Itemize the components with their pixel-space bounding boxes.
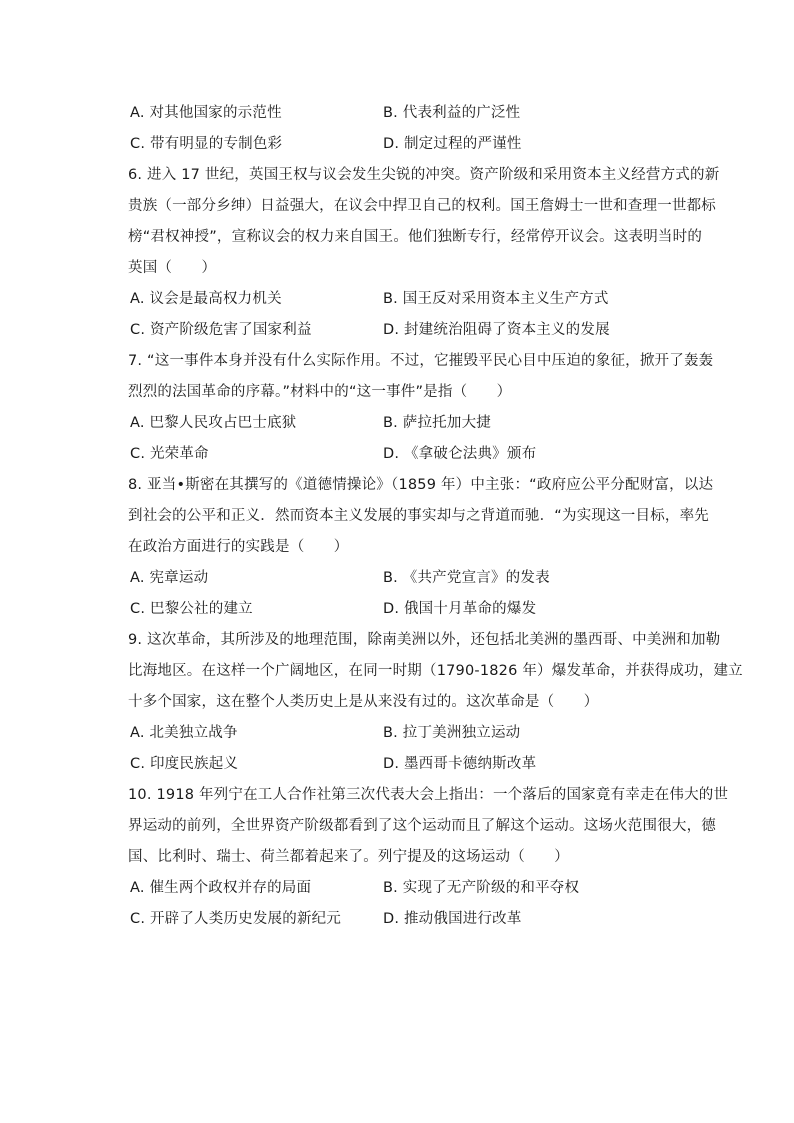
option-row [128, 315, 694, 346]
option-right: D. 制定过程的严谨性 [383, 136, 522, 152]
question-text-line: 在政治方面进行的实践是（ ） [128, 539, 349, 555]
option-right: B. 代表利益的广泛性 [383, 105, 521, 121]
option-row [128, 718, 694, 749]
question-text-line: 比海地区。在这样一个广阔地区，在同一时期（1790-1826 年）爆发革命，并获得成功，建立 [128, 663, 743, 679]
question-text-line: 贵族（一部分乡绅）日益强大，在议会中捍卫自己的权利。国王詹姆士一世和查理一世都标 [128, 198, 716, 214]
option-left: C. 印度民族起义 [130, 756, 239, 772]
option-left: A. 宪章运动 [130, 570, 209, 586]
option-left: C. 开辟了人类历史发展的新纪元 [130, 911, 342, 927]
option-row [128, 129, 694, 160]
option-right: D. 推动俄国进行改革 [383, 911, 522, 927]
option-row [128, 594, 694, 625]
option-left: C. 带有明显的专制色彩 [130, 136, 283, 152]
option-row [128, 904, 694, 935]
option-right: D. 俄国十月革命的爆发 [383, 601, 537, 617]
option-row [128, 873, 694, 904]
option-left: A. 对其他国家的示范性 [130, 105, 282, 121]
option-right: B. 萨拉托加大捷 [383, 415, 491, 431]
question-text-line: 英国（ ） [128, 260, 217, 276]
option-right: B. 《共产党宣言》的发表 [383, 570, 550, 586]
option-left: A. 北美独立战争 [130, 725, 238, 741]
question-text-line: 榜“君权神授”，宣称议会的权力来自国王。他们独断专行，经常停开议会。这表明当时的 [128, 229, 703, 245]
question-text-line: 国、比利时、瑞士、荷兰都着起来了。列宁提及的这场运动（ ） [128, 849, 569, 865]
option-right: B. 拉丁美洲独立运动 [383, 725, 521, 741]
question-text-line: 8. 亚当•斯密在其撰写的《道德情操论》（1859 年）中主张：“政府应公平分配财富，以达 [128, 477, 714, 493]
option-row [128, 749, 694, 780]
option-row [128, 284, 694, 315]
question-text-line: 到社会的公平和正义．然而资本主义发展的事实却与之背道而驰．“为实现这一目标，率先 [128, 508, 710, 524]
question-text-line: 十多个国家，这在整个人类历史上是从来没有过的。这次革命是（ ） [128, 694, 599, 710]
option-left: C. 资产阶级危害了国家利益 [130, 322, 312, 338]
question-content [128, 98, 743, 935]
option-right: B. 实现了无产阶级的和平夺权 [383, 880, 580, 896]
question-text-line: 烈烈的法国革命的序幕。”材料中的“这一事件”是指（ ） [128, 384, 512, 400]
question-text-line: 9. 这次革命，其所涉及的地理范围，除南美洲以外，还包括北美洲的墨西哥、中美洲和加勒 [128, 632, 721, 648]
question-text-line: 7. “这一事件本身并没有什么实际作用。不过，它摧毁平民心目中压迫的象征，掀开了轰轰 [128, 353, 714, 369]
option-left: A. 催生两个政权并存的局面 [130, 880, 312, 896]
option-row [128, 408, 694, 439]
option-left: C. 巴黎公社的建立 [130, 601, 253, 617]
option-right: D. 《拿破仑法典》颁布 [383, 446, 537, 462]
option-row [128, 439, 694, 470]
option-row [128, 563, 694, 594]
option-left: A. 议会是最高权力机关 [130, 291, 282, 307]
option-left: C. 光荣革命 [130, 446, 209, 462]
option-right: D. 封建统治阻碍了资本主义的发展 [383, 322, 610, 338]
option-right: B. 国王反对采用资本主义生产方式 [383, 291, 609, 307]
question-text-line: 6. 进入 17 世纪，英国王权与议会发生尖锐的冲突。资产阶级和采用资本主义经营方式的新 [128, 167, 720, 183]
question-text-line: 界运动的前列，全世界资产阶级都看到了这个运动而且了解这个运动。这场火范围很大，德 [128, 818, 716, 834]
question-text-line: 10. 1918 年列宁在工人合作社第三次代表大会上指出：一个落后的国家竟有幸走在伟大的世 [128, 787, 729, 803]
option-row [128, 98, 694, 129]
option-right: D. 墨西哥卡德纳斯改革 [383, 756, 537, 772]
option-left: A. 巴黎人民攻占巴士底狱 [130, 415, 297, 431]
